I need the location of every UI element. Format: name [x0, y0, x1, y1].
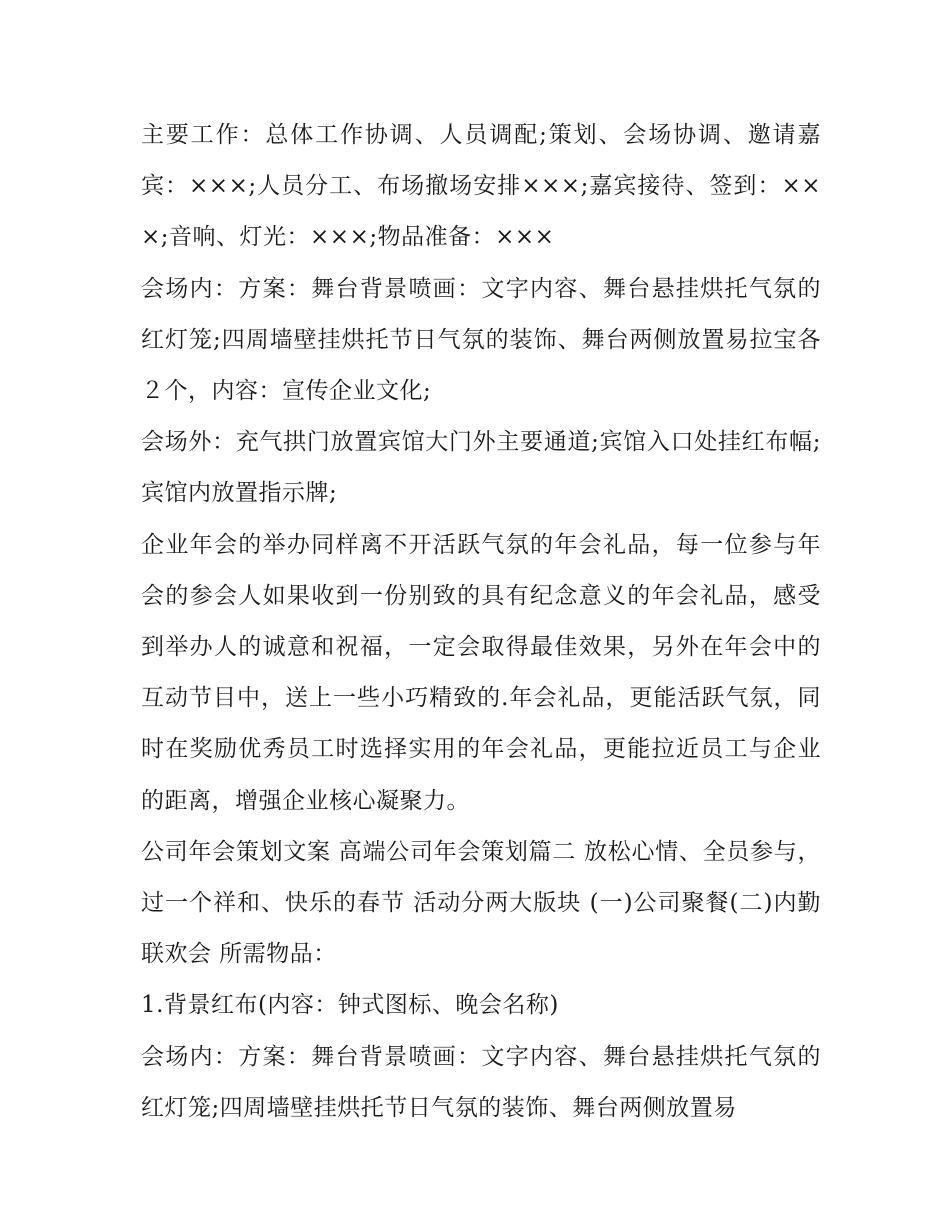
document-body — [141, 110, 821, 1134]
paragraph-plan-two: 公司年会策划文案 高端公司年会策划篇二 放松心情、全员参与，过一个祥和、快乐的春节 活动分两大版块 (一)公司聚餐(二)内勤联欢会 所需物品： — [141, 838, 821, 968]
paragraph-venue-outside: 会场外：充气拱门放置宾馆大门外主要通道;宾馆入口处挂红布幅;宾馆内放置指示牌; — [141, 429, 821, 507]
paragraph-gifts: 企业年会的举办同样离不开活跃气氛的年会礼品，每一位参与年会的参会人如果收到一份别致的具有纪念意义的年会礼品，感受到举办人的诚意和祝福，一定会取得最佳效果，另外在年会中的互动节目中，送上一些小巧精致的.年会礼品，更能活跃气氛，同时在奖励优秀员工时选择实用的年会礼品，更能拉近员工与企业的距离，增强企业核心凝聚力。 — [141, 531, 821, 814]
paragraph-item-1: 1.背景红布(内容：钟式图标、晚会名称) — [141, 992, 559, 1019]
paragraph-venue-inside: 会场内：方案：舞台背景喷画：文字内容、舞台悬挂烘托气氛的红灯笼;四周墙壁挂烘托节日气氛的装饰、舞台两侧放置易拉宝各２个，内容：宣传企业文化; — [141, 275, 821, 405]
paragraph-venue-inside-repeat: 会场内：方案：舞台背景喷画：文字内容、舞台悬挂烘托气氛的红灯笼;四周墙壁挂烘托节日气氛的装饰、舞台两侧放置易 — [141, 1043, 821, 1121]
paragraph-staff-duties: 主要工作：总体工作协调、人员调配;策划、会场协调、邀请嘉宾：×××;人员分工、布场撤场安排×××;嘉宾接待、签到：×××;音响、灯光：×××;物品准备：××× — [141, 122, 821, 251]
